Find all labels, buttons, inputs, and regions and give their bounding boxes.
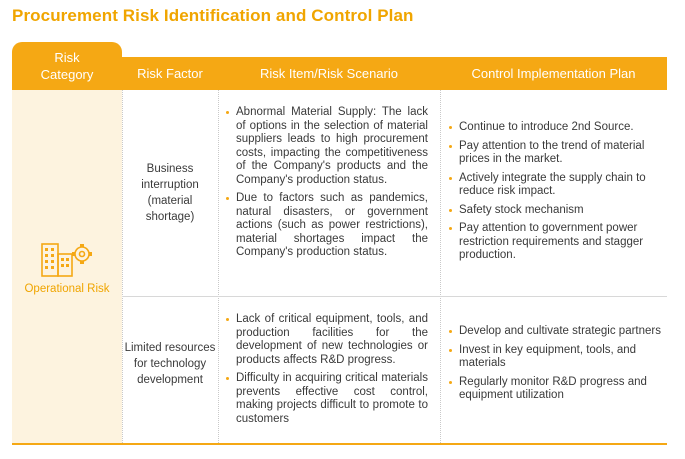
buildings-gear-icon [40,238,95,278]
scenario-item: Abnormal Material Supply: The lack of options in the selection of material suppliers leads to high procurement costs, impacting the competitiveness of the Company's products and the Company's production status. [226,106,428,187]
plan-list-2 [449,325,661,408]
plan-item: Safety stock mechanism [449,204,661,218]
page-title: Procurement Risk Identification and Control Plan [12,6,414,25]
header-risk-category [12,42,122,90]
column-divider [440,90,441,443]
header-risk-category-label: Risk Category [40,50,94,82]
plan-item: Develop and cultivate strategic partners [449,325,661,339]
plan-list-1 [449,121,661,268]
plan-item: Continue to introduce 2nd Source. [449,121,661,135]
risk-factor-2: Limited resources for technology development [124,342,216,386]
category-label: Operational Risk [24,283,110,295]
row-divider [122,296,667,297]
scenario-item: Due to factors such as pandemics, natural disasters, or government actions (such as power restrictions), material shortages impact the Company's production status. [226,192,428,260]
column-divider [122,90,123,443]
table-bottom-rule [12,443,667,445]
plan-item: Actively integrate the supply chain to reduce risk impact. [449,172,661,199]
scenario-list-1 [226,106,428,265]
risk-factor-1: Business interruption (material shortage) [141,163,199,223]
scenario-list-2 [226,313,428,431]
plan-item: Pay attention to government power restriction requirements and stagger production. [449,222,661,263]
scenario-item: Difficulty in acquiring critical materials prevents effective cost control, making projects difficult to promote to customers [226,372,428,426]
header-risk-factor: Risk Factor [137,66,203,81]
header-control-plan: Control Implementation Plan [471,66,636,81]
plan-item: Invest in key equipment, tools, and materials [449,344,661,371]
column-divider [218,90,219,443]
scenario-item: Lack of critical equipment, tools, and production facilities for the development of new technologies or products affects R&D progress. [226,313,428,367]
plan-item: Pay attention to the trend of material prices in the market. [449,140,661,167]
plan-item: Regularly monitor R&D progress and equipment utilization [449,376,661,403]
header-risk-scenario: Risk Item/Risk Scenario [260,66,398,81]
